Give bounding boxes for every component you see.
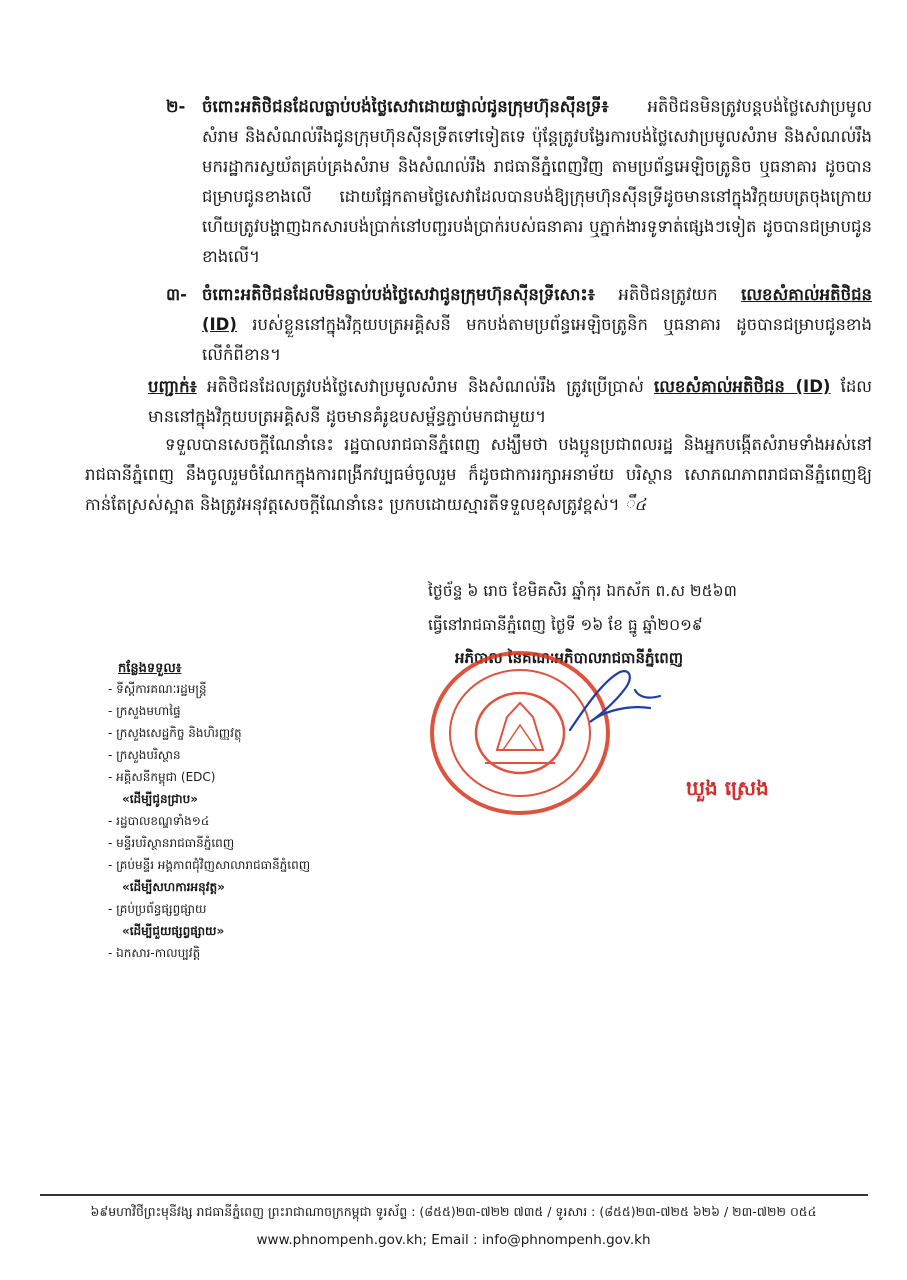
- item-3-heading: ចំពោះអតិថិជនដែលមិនធ្លាប់បង់ថ្លៃសេវាជូនក្រុមហ៊ុនស៊ីនទ្រីសោះ៖: [202, 285, 595, 304]
- recipient-item: - គ្រប់មន្ទីរ អង្គភាពជុំវិញសាលារាជធានីភ្នំពេញ: [108, 858, 311, 872]
- note-label: បញ្ជាក់៖: [148, 377, 197, 396]
- item-3-number: ៣-: [166, 285, 187, 304]
- item-2-paragraph: [202, 92, 872, 272]
- closing-initial: ឹ៤: [624, 495, 647, 514]
- recipient-item: - អគ្គិសនីកម្ពុជា (EDC): [108, 770, 216, 784]
- item-3-text-before: អតិថិជនត្រូវយក: [618, 285, 718, 304]
- handwritten-signature-icon: [560, 660, 670, 740]
- recipients-title: កន្លែងទទួល៖: [118, 661, 182, 676]
- recipient-item: - ក្រសួងសេដ្ឋកិច្ច និងហិរញ្ញវត្ថុ: [108, 726, 242, 740]
- item-3-id-reference: លេខសំគាល់អតិថិជន (ID): [202, 285, 873, 334]
- recipient-item: - មន្ទីរបរិស្ថានរាជធានីភ្នំពេញ: [108, 836, 235, 850]
- item-3-paragraph: [202, 280, 872, 370]
- signer-title: អភិបាល នៃគណៈអភិបាលរាជធានីភ្នំពេញ: [455, 649, 684, 667]
- recipient-group-label: «ដើម្បីជូនជ្រាប»: [122, 792, 198, 806]
- footer-address: ៦៩មហាវិថីព្រះមុនីវង្ស រាជធានីភ្នំពេញ ព្រះរាជាណាចក្រកម្ពុជា ទូរស័ព្ទ : (៨៥៥)២៣-៧២២ ៧៣៥ / ទូរសារ : (៨៥៥)២៣-៧២៥ ៦២៦ / ២៣-៧២២ ០៥៤: [90, 1204, 817, 1219]
- recipient-item: - ឯកសារ-កាលប្បវត្តិ: [108, 946, 201, 960]
- item-2-text: អតិថិជនមិនត្រូវបន្តបង់ថ្លៃសេវាប្រមូលសំរាម និងសំណល់រឹងជូនក្រុមហ៊ុនស៊ីនទ្រីតទៅទៀតទេ ប៉ុន្តែត្រូវបង្វែរការបង់ថ្លៃសេវាប្រមូលសំរាម និងសំណល់រឹង មករដ្ឋាករស្វយ័តគ្រប់គ្រងសំរាម និងសំណល់រឹង រាជធានីភ្នំពេញវិញ តាមប្រព័ន្ធអេឡិចត្រូនិច ឬធនាគារ ដូចបានជម្រាបជូនខាងលើ ដោយផ្អែកតាមថ្លៃសេវាដែលបានបង់ឱ្យក្រុមហ៊ុនស៊ីនទ្រីដូចមាននៅក្នុងវិក្កយបត្រចុងក្រោយ ហើយត្រូវបង្ហាញឯកសារបង់ប្រាក់នៅបញ្ជរបង់ប្រាក់របស់ធនាគារ ឬភ្នាក់ងារទូទាត់ផ្សេងៗទៀត ដូចបានជម្រាបជូនខាងលើ។: [202, 97, 872, 266]
- closing-text: ទទួលបានសេចក្ដីណែនាំនេះ រដ្ឋបាលរាជធានីភ្នំពេញ សង្ឃឹមថា បងប្អូនប្រជាពលរដ្ឋ និងអ្នកបង្កើតសំរាមទាំងអស់នៅរាជធានីភ្នំពេញ នឹងចូលរួមចំណែកក្នុងការពង្រីកវប្បធម៌ចូលរួម ក៏ដូចជាការរក្សាអនាម័យ បរិស្ថាន សោភណភាពរាជធានីភ្នំពេញឱ្យកាន់តែស្រស់ស្អាត និងត្រូវអនុវត្តសេចក្ដីណែនាំនេះ ប្រកបដោយស្មារតីទទួលខុសត្រូវខ្ពស់។: [85, 435, 872, 514]
- place-and-date: ធ្វើនៅរាជធានីភ្នំពេញ ថ្ងៃទី ១៦ ខែ ធ្នូ ឆ្នាំ២០១៩: [428, 616, 703, 634]
- recipient-item: - ក្រសួងមហាផ្ទៃ: [108, 704, 181, 718]
- closing-paragraph: [85, 430, 872, 520]
- recipients-list: [108, 678, 310, 964]
- lunar-date: ថ្ងៃច័ន្ទ ៦ រោច ខែមិគសិរ ឆ្នាំកុរ ឯកស័ក ព.ស ២៥៦៣: [428, 582, 737, 600]
- signer-name: ឃួង ស្រេង: [686, 776, 769, 800]
- footer-divider: [40, 1194, 868, 1196]
- item-2-heading: ចំពោះអតិថិជនដែលធ្លាប់បង់ថ្លៃសេវាដោយផ្ទាល់ជូនក្រុមហ៊ុនស៊ីនទ្រី៖: [202, 97, 609, 116]
- recipient-group-label: «ដើម្បីសហការអនុវត្ត»: [122, 880, 225, 894]
- note-id-reference: លេខសំគាល់អតិថិជន (ID): [653, 377, 831, 396]
- recipient-group-label: «ដើម្បីជួយផ្សព្វផ្សាយ»: [122, 924, 225, 938]
- note-text-before: អតិថិជនដែលត្រូវបង់ថ្លៃសេវាប្រមូលសំរាម និងសំណល់រឹង ត្រូវប្រើប្រាស់: [206, 377, 644, 396]
- recipient-item: - ទីស្ដីការគណៈរដ្ឋមន្ត្រី: [108, 682, 207, 696]
- footer-web-email: www.phnompenh.gov.kh; Email : info@phnompenh.gov.kh: [256, 1232, 651, 1248]
- note-text-after: ដែលមាននៅក្នុងវិក្កយបត្រអគ្គិសនី ដូចមានគំរូឧបសម្ព័ន្ធភ្ជាប់មកជាមួយ។: [148, 377, 873, 426]
- recipient-item: - គ្រប់ប្រព័ន្ធផ្សព្វផ្សាយ: [108, 902, 207, 916]
- recipient-item: - ក្រសួងបរិស្ថាន: [108, 748, 181, 762]
- recipient-item: - រដ្ឋបាលខណ្ឌទាំង១៤: [108, 814, 210, 828]
- item-3-text-after: របស់ខ្លួននៅក្នុងវិក្កយបត្រអគ្គិសនី មកបង់តាមប្រព័ន្ធអេឡិចត្រូនិក ឬធនាគារ ដូចបានជម្រាបជូនខាងលើកំពីខាន។: [202, 315, 872, 364]
- note-paragraph: [148, 372, 872, 432]
- item-2-number: ២-: [166, 97, 186, 116]
